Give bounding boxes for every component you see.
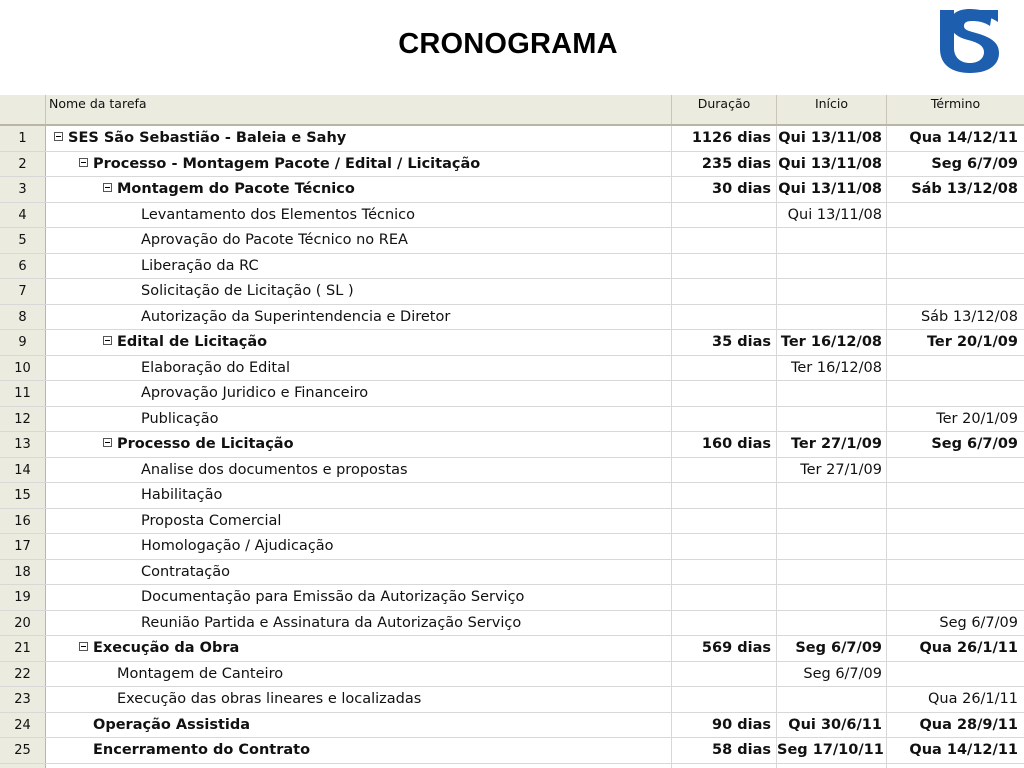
end-date-cell[interactable]: Qua 14/12/11 bbox=[909, 130, 1018, 146]
duration-cell[interactable] bbox=[672, 483, 777, 508]
end-date-cell[interactable] bbox=[887, 203, 1024, 228]
task-name: Aprovação Juridico e Financeiro bbox=[141, 385, 369, 401]
end-date-cell[interactable] bbox=[887, 356, 1024, 381]
row-id[interactable]: 10 bbox=[0, 356, 46, 381]
duration-cell[interactable] bbox=[672, 611, 777, 636]
start-date-cell[interactable]: Ter 16/12/08 bbox=[777, 330, 887, 355]
start-date-cell[interactable]: Ter 27/1/09 bbox=[777, 432, 887, 457]
end-date-cell[interactable] bbox=[887, 764, 1024, 768]
start-date-cell[interactable]: Seg 17/10/11 bbox=[777, 738, 887, 763]
row-id[interactable] bbox=[0, 764, 46, 768]
row-id[interactable]: 13 bbox=[0, 432, 46, 457]
end-date-cell[interactable]: Seg 6/7/09 bbox=[931, 155, 1018, 172]
task-name: Publicação bbox=[141, 410, 219, 427]
task-name: Execução da Obra bbox=[93, 640, 240, 656]
end-date-cell[interactable]: Sáb 13/12/08 bbox=[920, 308, 1018, 325]
task-name: Operação Assistida bbox=[93, 716, 251, 733]
end-date-cell[interactable] bbox=[887, 662, 1024, 687]
duration-cell[interactable] bbox=[672, 228, 777, 253]
gantt-task-table bbox=[0, 95, 1024, 768]
start-date-cell[interactable]: Ter 27/1/09 bbox=[777, 458, 887, 483]
task-name-cell[interactable] bbox=[46, 687, 672, 712]
duration-cell[interactable]: 1126 dias bbox=[672, 126, 777, 151]
duration-cell[interactable] bbox=[672, 560, 777, 585]
table-row[interactable] bbox=[0, 356, 1024, 382]
table-row[interactable] bbox=[0, 254, 1024, 280]
task-name: Processo - Montagem Pacote / Edital / Licitação bbox=[93, 155, 481, 172]
task-name-cell[interactable] bbox=[46, 585, 672, 610]
header-select-all[interactable] bbox=[0, 95, 46, 124]
task-name-cell[interactable] bbox=[46, 305, 672, 330]
table-row[interactable] bbox=[0, 764, 1024, 768]
row-id[interactable]: 6 bbox=[0, 254, 46, 279]
task-name: Elaboração do Edital bbox=[141, 359, 291, 376]
start-date-cell[interactable] bbox=[777, 611, 887, 636]
duration-cell[interactable]: 58 dias bbox=[672, 738, 777, 763]
task-name: Edital de Licitação bbox=[117, 334, 268, 350]
end-date-cell[interactable] bbox=[887, 560, 1024, 585]
start-date-cell[interactable] bbox=[777, 764, 887, 768]
start-date-cell[interactable] bbox=[777, 560, 887, 585]
table-row[interactable] bbox=[0, 560, 1024, 586]
start-date-cell[interactable]: Qui 13/11/08 bbox=[777, 177, 887, 202]
end-date-cell[interactable]: Seg 6/7/09 bbox=[931, 436, 1018, 452]
end-date-cell[interactable] bbox=[887, 483, 1024, 508]
row-id[interactable]: 9 bbox=[0, 330, 46, 355]
duration-cell[interactable] bbox=[672, 279, 777, 304]
table-row[interactable] bbox=[0, 407, 1024, 433]
row-id[interactable]: 8 bbox=[0, 305, 46, 330]
duration-cell[interactable] bbox=[672, 305, 777, 330]
end-date-cell[interactable] bbox=[887, 509, 1024, 534]
task-name: Montagem de Canteiro bbox=[117, 665, 284, 682]
duration-cell[interactable]: 90 dias bbox=[672, 713, 777, 738]
end-date-cell[interactable] bbox=[887, 381, 1024, 406]
end-date-cell[interactable] bbox=[887, 534, 1024, 559]
table-row[interactable] bbox=[0, 662, 1024, 688]
collapse-icon[interactable] bbox=[79, 642, 88, 651]
row-id[interactable]: 22 bbox=[0, 662, 46, 687]
duration-cell[interactable]: 235 dias bbox=[672, 152, 777, 177]
duration-cell[interactable]: 569 dias bbox=[672, 636, 777, 661]
task-name: Contratação bbox=[141, 563, 231, 580]
end-date-cell[interactable]: Seg 6/7/09 bbox=[939, 614, 1018, 631]
end-date-cell[interactable] bbox=[887, 228, 1024, 253]
row-id[interactable]: 20 bbox=[0, 611, 46, 636]
duration-cell[interactable] bbox=[672, 585, 777, 610]
row-id[interactable]: 12 bbox=[0, 407, 46, 432]
task-name: Habilitação bbox=[141, 487, 223, 503]
task-name: Documentação para Emissão da Autorização Serviço bbox=[141, 589, 525, 605]
start-date-cell[interactable] bbox=[777, 687, 887, 712]
duration-cell[interactable] bbox=[672, 458, 777, 483]
row-id[interactable]: 18 bbox=[0, 560, 46, 585]
task-name: Encerramento do Contrato bbox=[93, 742, 311, 758]
task-name-cell[interactable] bbox=[46, 662, 672, 687]
duration-cell[interactable] bbox=[672, 356, 777, 381]
table-row[interactable] bbox=[0, 279, 1024, 305]
table-row[interactable] bbox=[0, 509, 1024, 535]
start-date-cell[interactable]: Qui 13/11/08 bbox=[777, 203, 887, 228]
row-id[interactable]: 14 bbox=[0, 458, 46, 483]
task-name: Levantamento dos Elementos Técnico bbox=[141, 206, 416, 223]
table-row[interactable] bbox=[0, 228, 1024, 254]
header-task-name[interactable]: Nome da tarefa bbox=[46, 95, 672, 124]
header-duration[interactable]: Duração bbox=[672, 95, 777, 124]
task-name: Homologação / Ajudicação bbox=[141, 538, 334, 554]
end-date-cell[interactable] bbox=[887, 254, 1024, 279]
end-date-cell[interactable] bbox=[887, 458, 1024, 483]
task-name: SES São Sebastião - Baleia e Sahy bbox=[68, 130, 347, 146]
table-row[interactable] bbox=[0, 636, 1024, 662]
task-name-cell[interactable] bbox=[46, 177, 672, 202]
table-row[interactable] bbox=[0, 483, 1024, 509]
duration-cell[interactable] bbox=[672, 662, 777, 687]
row-id[interactable]: 2 bbox=[0, 152, 46, 177]
end-date-cell[interactable] bbox=[887, 279, 1024, 304]
table-row[interactable] bbox=[0, 738, 1024, 764]
start-date-cell[interactable]: Qui 13/11/08 bbox=[777, 152, 887, 177]
task-name: Liberação da RC bbox=[141, 257, 259, 274]
table-row[interactable] bbox=[0, 305, 1024, 331]
start-date-cell[interactable] bbox=[777, 279, 887, 304]
start-date-cell[interactable]: Qui 30/6/11 bbox=[777, 713, 887, 738]
duration-cell[interactable] bbox=[672, 764, 777, 768]
duration-cell[interactable] bbox=[672, 254, 777, 279]
row-id[interactable]: 17 bbox=[0, 534, 46, 559]
row-id[interactable]: 16 bbox=[0, 509, 46, 534]
duration-cell[interactable] bbox=[672, 407, 777, 432]
end-date-cell[interactable]: Ter 20/1/09 bbox=[926, 334, 1018, 350]
duration-cell[interactable] bbox=[672, 381, 777, 406]
table-row[interactable] bbox=[0, 432, 1024, 458]
table-row[interactable] bbox=[0, 381, 1024, 407]
row-id[interactable]: 1 bbox=[0, 126, 46, 151]
start-date-cell[interactable] bbox=[777, 534, 887, 559]
start-date-cell[interactable] bbox=[777, 254, 887, 279]
header-area bbox=[0, 0, 1024, 95]
table-row[interactable] bbox=[0, 585, 1024, 611]
task-name: Aprovação do Pacote Técnico no REA bbox=[141, 232, 408, 248]
table-row[interactable] bbox=[0, 177, 1024, 203]
table-row[interactable] bbox=[0, 458, 1024, 484]
task-name-cell[interactable] bbox=[46, 458, 672, 483]
table-row[interactable] bbox=[0, 713, 1024, 739]
table-header bbox=[0, 95, 1024, 126]
row-id[interactable]: 4 bbox=[0, 203, 46, 228]
start-date-cell[interactable] bbox=[777, 305, 887, 330]
end-date-cell[interactable]: Qua 26/1/11 bbox=[919, 640, 1018, 656]
duration-cell[interactable] bbox=[672, 534, 777, 559]
task-name-cell[interactable] bbox=[46, 228, 672, 253]
task-name: Autorização da Superintendencia e Diretor bbox=[141, 308, 451, 325]
row-id[interactable]: 11 bbox=[0, 381, 46, 406]
end-date-cell[interactable]: Qua 14/12/11 bbox=[909, 742, 1018, 758]
task-name-cell[interactable] bbox=[46, 279, 672, 304]
start-date-cell[interactable] bbox=[777, 228, 887, 253]
start-date-cell[interactable]: Seg 6/7/09 bbox=[777, 662, 887, 687]
duration-cell[interactable]: 30 dias bbox=[672, 177, 777, 202]
start-date-cell[interactable] bbox=[777, 509, 887, 534]
row-id[interactable]: 24 bbox=[0, 713, 46, 738]
task-name-cell[interactable] bbox=[46, 254, 672, 279]
task-name-cell[interactable] bbox=[46, 407, 672, 432]
table-row[interactable] bbox=[0, 203, 1024, 229]
table-body bbox=[0, 126, 1024, 768]
task-name: Execução das obras lineares e localizadas bbox=[117, 691, 422, 707]
table-row[interactable] bbox=[0, 330, 1024, 356]
collapse-icon[interactable] bbox=[103, 336, 112, 345]
table-row[interactable] bbox=[0, 534, 1024, 560]
task-name: Analise dos documentos e propostas bbox=[141, 461, 408, 478]
task-name: Processo de Licitação bbox=[117, 436, 294, 452]
table-row[interactable] bbox=[0, 687, 1024, 713]
row-id[interactable]: 25 bbox=[0, 738, 46, 763]
start-date-cell[interactable] bbox=[777, 483, 887, 508]
task-name-cell[interactable] bbox=[46, 738, 672, 763]
duration-cell[interactable] bbox=[672, 509, 777, 534]
company-logo-icon bbox=[936, 8, 1004, 74]
collapse-icon[interactable] bbox=[103, 438, 112, 447]
task-name-cell[interactable] bbox=[46, 381, 672, 406]
task-name: Proposta Comercial bbox=[141, 512, 282, 529]
duration-cell[interactable]: 35 dias bbox=[672, 330, 777, 355]
task-name-cell[interactable] bbox=[46, 560, 672, 585]
header-start[interactable]: Início bbox=[777, 95, 887, 124]
start-date-cell[interactable]: Qui 13/11/08 bbox=[777, 126, 887, 151]
end-date-cell[interactable]: Sáb 13/12/08 bbox=[911, 181, 1018, 197]
start-date-cell[interactable] bbox=[777, 381, 887, 406]
task-name-cell[interactable] bbox=[46, 152, 672, 177]
start-date-cell[interactable]: Ter 16/12/08 bbox=[777, 356, 887, 381]
row-id[interactable]: 3 bbox=[0, 177, 46, 202]
end-date-cell[interactable]: Qua 28/9/11 bbox=[919, 716, 1018, 733]
task-name-cell[interactable] bbox=[46, 764, 672, 768]
row-id[interactable]: 23 bbox=[0, 687, 46, 712]
task-name: Montagem do Pacote Técnico bbox=[117, 181, 355, 197]
task-name-cell[interactable] bbox=[46, 534, 672, 559]
table-row[interactable] bbox=[0, 152, 1024, 178]
collapse-icon[interactable] bbox=[103, 183, 112, 192]
task-name-cell[interactable] bbox=[46, 330, 672, 355]
task-name-cell[interactable] bbox=[46, 611, 672, 636]
collapse-icon[interactable] bbox=[54, 132, 63, 141]
task-name: Solicitação de Licitação ( SL ) bbox=[141, 283, 354, 299]
task-name-cell[interactable] bbox=[46, 509, 672, 534]
header-end[interactable]: Término bbox=[930, 96, 981, 111]
row-id[interactable]: 7 bbox=[0, 279, 46, 304]
duration-cell[interactable] bbox=[672, 203, 777, 228]
start-date-cell[interactable]: Seg 6/7/09 bbox=[777, 636, 887, 661]
table-row[interactable] bbox=[0, 126, 1024, 152]
row-id[interactable]: 5 bbox=[0, 228, 46, 253]
collapse-icon[interactable] bbox=[79, 158, 88, 167]
end-date-cell[interactable]: Qua 26/1/11 bbox=[928, 691, 1018, 707]
start-date-cell[interactable] bbox=[777, 585, 887, 610]
table-row[interactable] bbox=[0, 611, 1024, 637]
task-name-cell[interactable] bbox=[46, 713, 672, 738]
duration-cell[interactable]: 160 dias bbox=[672, 432, 777, 457]
task-name: Reunião Partida e Assinatura da Autorização Serviço bbox=[141, 614, 522, 631]
end-date-cell[interactable]: Ter 20/1/09 bbox=[936, 410, 1018, 427]
task-name-cell[interactable] bbox=[46, 636, 672, 661]
task-name-cell[interactable] bbox=[46, 483, 672, 508]
page-title: CRONOGRAMA bbox=[398, 28, 618, 60]
start-date-cell[interactable] bbox=[777, 407, 887, 432]
task-name-cell[interactable] bbox=[46, 432, 672, 457]
duration-cell[interactable] bbox=[672, 687, 777, 712]
task-name-cell[interactable] bbox=[46, 203, 672, 228]
row-id[interactable]: 15 bbox=[0, 483, 46, 508]
row-id[interactable]: 19 bbox=[0, 585, 46, 610]
row-id[interactable]: 21 bbox=[0, 636, 46, 661]
task-name-cell[interactable] bbox=[46, 356, 672, 381]
task-name-cell[interactable] bbox=[46, 126, 672, 151]
end-date-cell[interactable] bbox=[887, 585, 1024, 610]
